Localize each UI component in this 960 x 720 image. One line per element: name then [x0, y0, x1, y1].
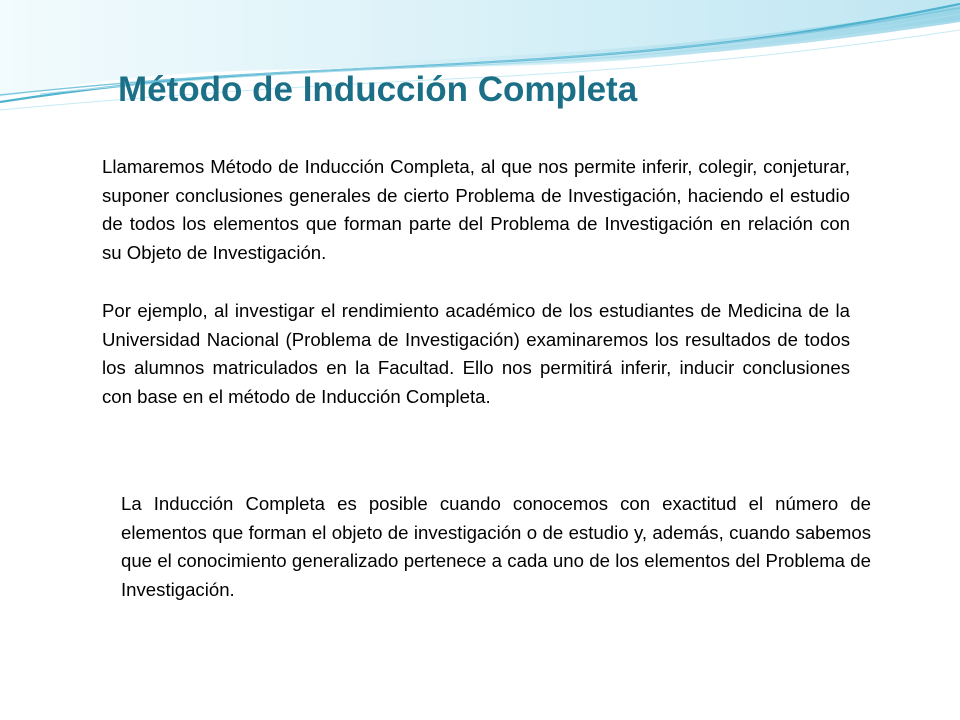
paragraph-definition: Llamaremos Método de Inducción Completa, al que nos permite inferir, colegir, conjeturar, suponer conclusiones generales de cierto Problema de Investigación, haciendo el estudio de todos los elementos que forman parte del Problema de Investigación en relación con su Objeto de Investigación.: [102, 156, 850, 264]
paragraph-condition: La Inducción Completa es posible cuando conocemos con exactitud el número de elementos que forman el objeto de investigación o de estudio y, además, cuando sabemos que el conocimiento generalizado pertenece a cada uno de los elementos del Problema de Investigación.: [121, 493, 871, 601]
paragraph-example: Por ejemplo, al investigar el rendimiento académico de los estudiantes de Medicina de la Universidad Nacional (Problema de Investigación) examinaremos los resultados de todos los alumnos matriculados en la Facultad. Ello nos permitirá inferir, inducir conclusiones con base en el método de Inducción Completa.: [102, 300, 850, 408]
slide-title: Método de Inducción Completa: [118, 70, 638, 109]
